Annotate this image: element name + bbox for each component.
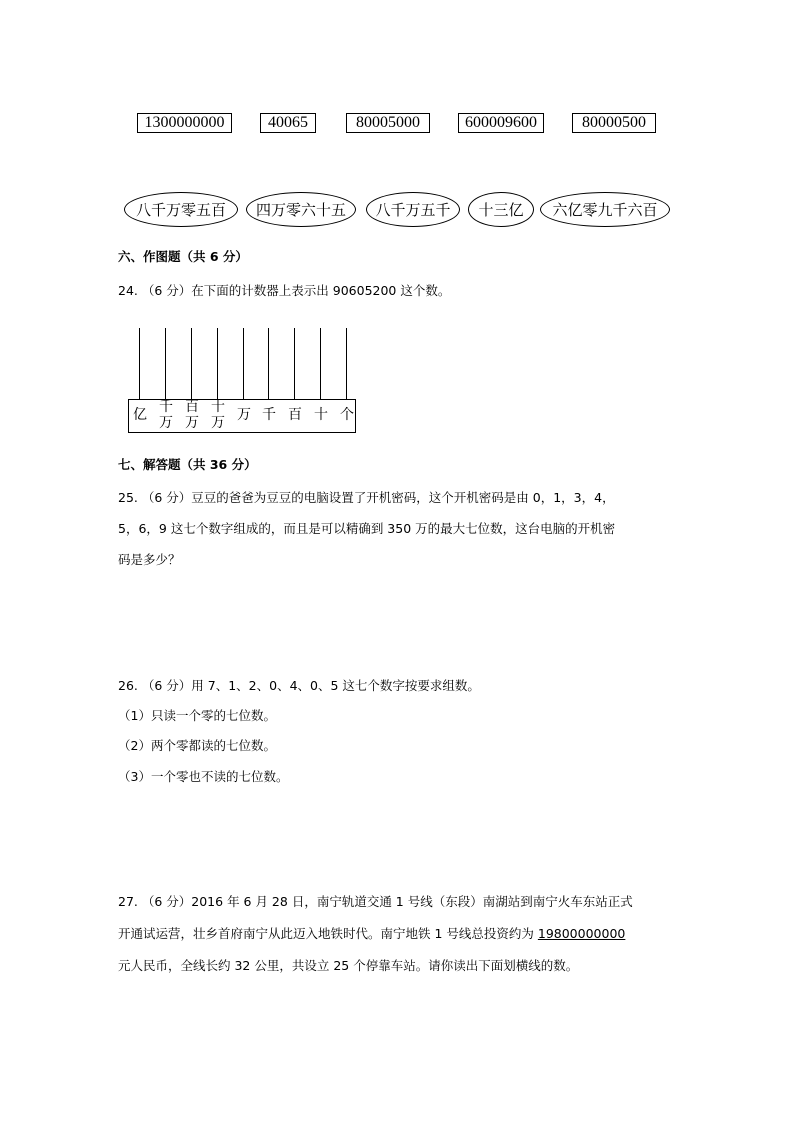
abacus-rod	[346, 328, 347, 400]
abacus-rod	[320, 328, 321, 400]
number-box-5: 80000500	[572, 113, 656, 133]
abacus-rod	[217, 328, 218, 400]
word-oval-2: 四万零六十五	[246, 192, 356, 227]
number-box-1: 1300000000	[137, 113, 232, 133]
abacus-label-yi: 亿	[133, 407, 147, 423]
section-7-heading: 七、解答题（共 36 分）	[118, 457, 257, 472]
question-27-line-1: 27. （6 分）2016 年 6 月 28 日，南宁轨道交通 1 号线（东段）南湖站到南宁火车东站正式	[118, 894, 633, 909]
question-26-part-3: （3）一个零也不读的七位数。	[118, 769, 289, 784]
word-oval-3: 八千万五千	[366, 192, 460, 227]
section-6-heading: 六、作图题（共 6 分）	[118, 249, 248, 264]
question-25-line-1: 25. （6 分）豆豆的爸爸为豆豆的电脑设置了开机密码，这个开机密码是由 0，1，3，4，	[118, 490, 615, 505]
abacus-label-ge: 个	[340, 407, 354, 423]
abacus-rod	[243, 328, 244, 400]
abacus-rod	[165, 328, 166, 400]
word-oval-5: 六亿零九千六百	[540, 192, 670, 227]
abacus-label-baiwan-top: 百	[185, 399, 199, 415]
question-27-line-2	[118, 925, 625, 943]
abacus-rod	[268, 328, 269, 400]
question-25-line-2: 5，6，9 这七个数字组成的，而且是可以精确到 350 万的最大七位数，这台电脑的开机密	[118, 521, 616, 536]
abacus-rod	[294, 328, 295, 400]
underlined-number: 19800000000	[537, 926, 626, 941]
question-26-part-2: （2）两个零都读的七位数。	[118, 738, 276, 753]
question-24: 24. （6 分）在下面的计数器上表示出 90605200 这个数。	[118, 283, 451, 298]
word-oval-4: 十三亿	[468, 192, 534, 227]
abacus-label-baiwan-bottom: 万	[185, 415, 199, 431]
number-box-2: 40065	[260, 113, 316, 133]
abacus-label-bai: 百	[288, 407, 302, 423]
number-box-4: 600009600	[458, 113, 544, 133]
question-26-stem: 26. （6 分）用 7、1、2、0、4、0、5 这七个数字按要求组数。	[118, 678, 480, 693]
question-26-part-1: （1）只读一个零的七位数。	[118, 708, 276, 723]
word-oval-1: 八千万零五百	[124, 192, 238, 227]
abacus-rod	[191, 328, 192, 400]
number-box-3: 80005000	[346, 113, 430, 133]
question-25-line-3: 码是多少？	[118, 552, 181, 567]
abacus-label-qian: 千	[262, 407, 276, 423]
abacus-label-qianwan-bottom: 万	[159, 415, 173, 431]
abacus-label-shiwan-bottom: 万	[211, 415, 225, 431]
abacus-label-qianwan-top: 千	[159, 399, 173, 415]
abacus-label-shi: 十	[314, 407, 328, 423]
abacus-label-shiwan-top: 十	[211, 399, 225, 415]
question-27-line-2-text: 开通试运营，壮乡首府南宁从此迈入地铁时代。南宁地铁 1 号线总投资约为	[118, 926, 538, 941]
question-27-line-3: 元人民币，全线长约 32 公里，共设立 25 个停靠车站。请你读出下面划横线的数。	[118, 958, 579, 973]
abacus-label-wan: 万	[237, 407, 251, 423]
abacus-rod	[139, 328, 140, 400]
